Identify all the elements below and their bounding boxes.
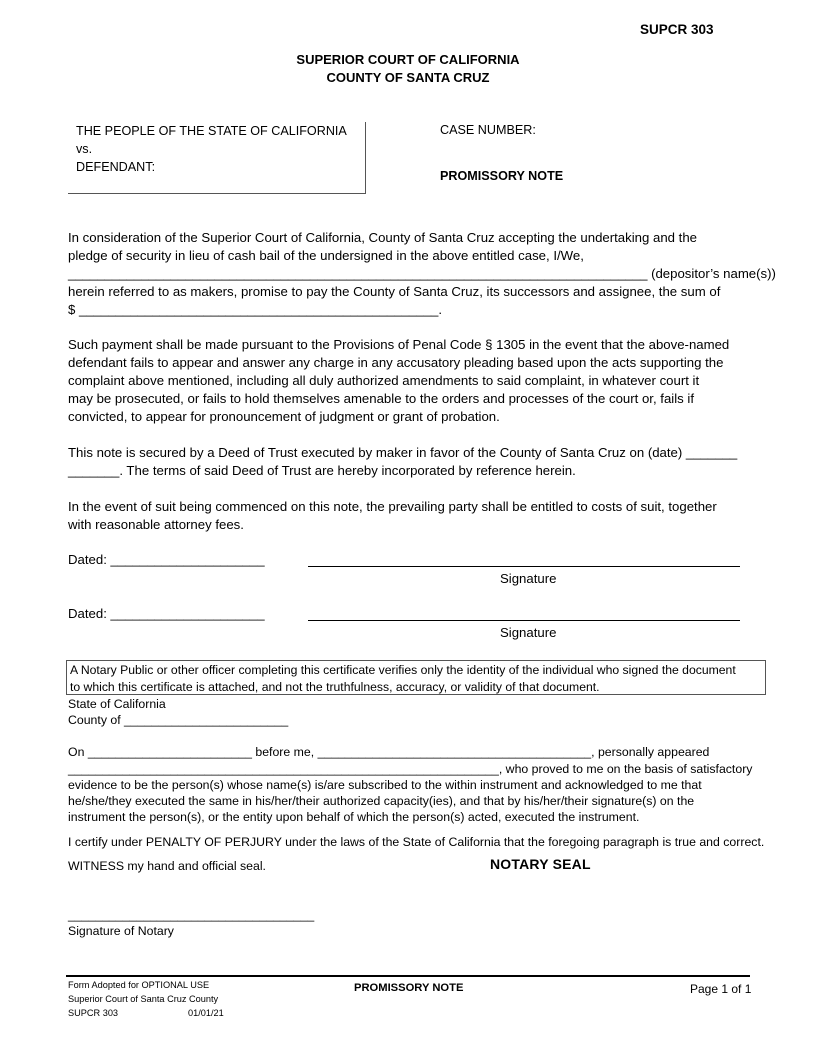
footer-page-number: Page 1 of 1	[690, 982, 752, 996]
defendant-label: DEFENDANT:	[76, 160, 156, 174]
footer-title: PROMISSORY NOTE	[354, 982, 464, 994]
footer-divider	[66, 975, 750, 977]
footer-adopted: Form Adopted for OPTIONAL USE	[68, 980, 210, 990]
body-text: complaint above mentioned, including all duly authorized amendments to said complaint, in whatever court it	[68, 373, 700, 388]
state-label: State of California	[68, 697, 166, 711]
body-text: herein referred to as makers, promise to pay the County of Santa Cruz, its successors and assignee, the sum of	[68, 284, 721, 299]
acknowledgment-text: evidence to be the person(s) whose name(s) is/are subscribed to the within instrument and acknowledged to me that	[68, 778, 702, 792]
signature-line[interactable]	[308, 620, 740, 621]
plaintiff-label: THE PEOPLE OF THE STATE OF CALIFORNIA	[76, 124, 347, 138]
footer-court: Superior Court of Santa Cruz County	[68, 994, 219, 1004]
document-title: PROMISSORY NOTE	[440, 169, 564, 183]
body-text: In the event of suit being commenced on this note, the prevailing party shall be entitled to costs of suit, together	[68, 499, 717, 514]
acknowledgment-text: instrument the person(s), or the entity upon behalf of which the person(s) acted, executed the instrument.	[68, 810, 640, 824]
acknowledgment-date-field[interactable]: On ________________________ before me, ________________________________________, personally appeared	[68, 745, 710, 759]
body-text: defendant fails to appear and answer any charge in any accusatory pleading based upon the acts supporting the	[68, 355, 724, 370]
deed-date-field[interactable]: This note is secured by a Deed of Trust executed by maker in favor of the County of Santa Cruz on (date) _______	[68, 445, 738, 460]
witness-text: WITNESS my hand and official seal.	[68, 859, 266, 873]
form-id: SUPCR 303	[640, 22, 714, 37]
body-text: with reasonable attorney fees.	[68, 517, 244, 532]
dated-field[interactable]: Dated: _____________________	[68, 606, 265, 621]
dated-field[interactable]: Dated: _____________________	[68, 552, 265, 567]
signature-label: Signature	[500, 571, 557, 586]
notary-seal-label: NOTARY SEAL	[490, 856, 591, 872]
signature-line[interactable]	[308, 566, 740, 567]
body-text: In consideration of the Superior Court of California, County of Santa Cruz accepting the undertaking and the	[68, 230, 697, 245]
footer-form-code: SUPCR 303	[68, 1008, 119, 1018]
notary-disclaimer-box	[66, 660, 766, 695]
signature-label: Signature	[500, 625, 557, 640]
county-name: COUNTY OF SANTA CRUZ	[326, 70, 490, 85]
sum-field[interactable]: $ _________________________________________________.	[68, 302, 443, 317]
footer-date: 01/01/21	[188, 1008, 224, 1018]
perjury-certification: I certify under PENALTY OF PERJURY under the laws of the State of California that the foregoing paragraph is true and correct.	[68, 835, 765, 849]
body-text: Such payment shall be made pursuant to the Provisions of Penal Code § 1305 in the event that the above-named	[68, 337, 730, 352]
notary-signature-line[interactable]: ____________________________________	[68, 908, 315, 922]
depositor-name-field[interactable]: _______________________________________________________________________________ (depositor’s name(s))	[68, 266, 776, 281]
body-text: _______. The terms of said Deed of Trust are hereby incorporated by reference herein.	[68, 463, 576, 478]
appeared-name-field[interactable]: _______________________________________________________________, who proved to me on the basis of satisfactory	[68, 762, 753, 776]
court-name: SUPERIOR COURT OF CALIFORNIA	[296, 52, 520, 67]
notary-disclaimer-line: A Notary Public or other officer completing this certificate verifies only the identity of the individual who signed the document	[70, 663, 736, 677]
vs-label: vs.	[76, 142, 93, 156]
body-text: may be prosecuted, or fails to hold themselves amenable to the orders and processes of the court or, fails if	[68, 391, 695, 406]
acknowledgment-text: he/she/they executed the same in his/her/their authorized capacity(ies), and that by his/her/their signature(s) on the	[68, 794, 695, 808]
notary-disclaimer-line: to which this certificate is attached, and not the truthfulness, accuracy, or validity of that document.	[70, 679, 600, 694]
case-number-label: CASE NUMBER:	[440, 123, 536, 137]
notary-signature-label: Signature of Notary	[68, 924, 174, 938]
county-field[interactable]: County of ________________________	[68, 713, 289, 727]
body-text: convicted, to appear for pronouncement of judgment or grant of probation.	[68, 409, 500, 424]
body-text: pledge of security in lieu of cash bail of the undersigned in the above entitled case, I/We,	[68, 248, 584, 263]
